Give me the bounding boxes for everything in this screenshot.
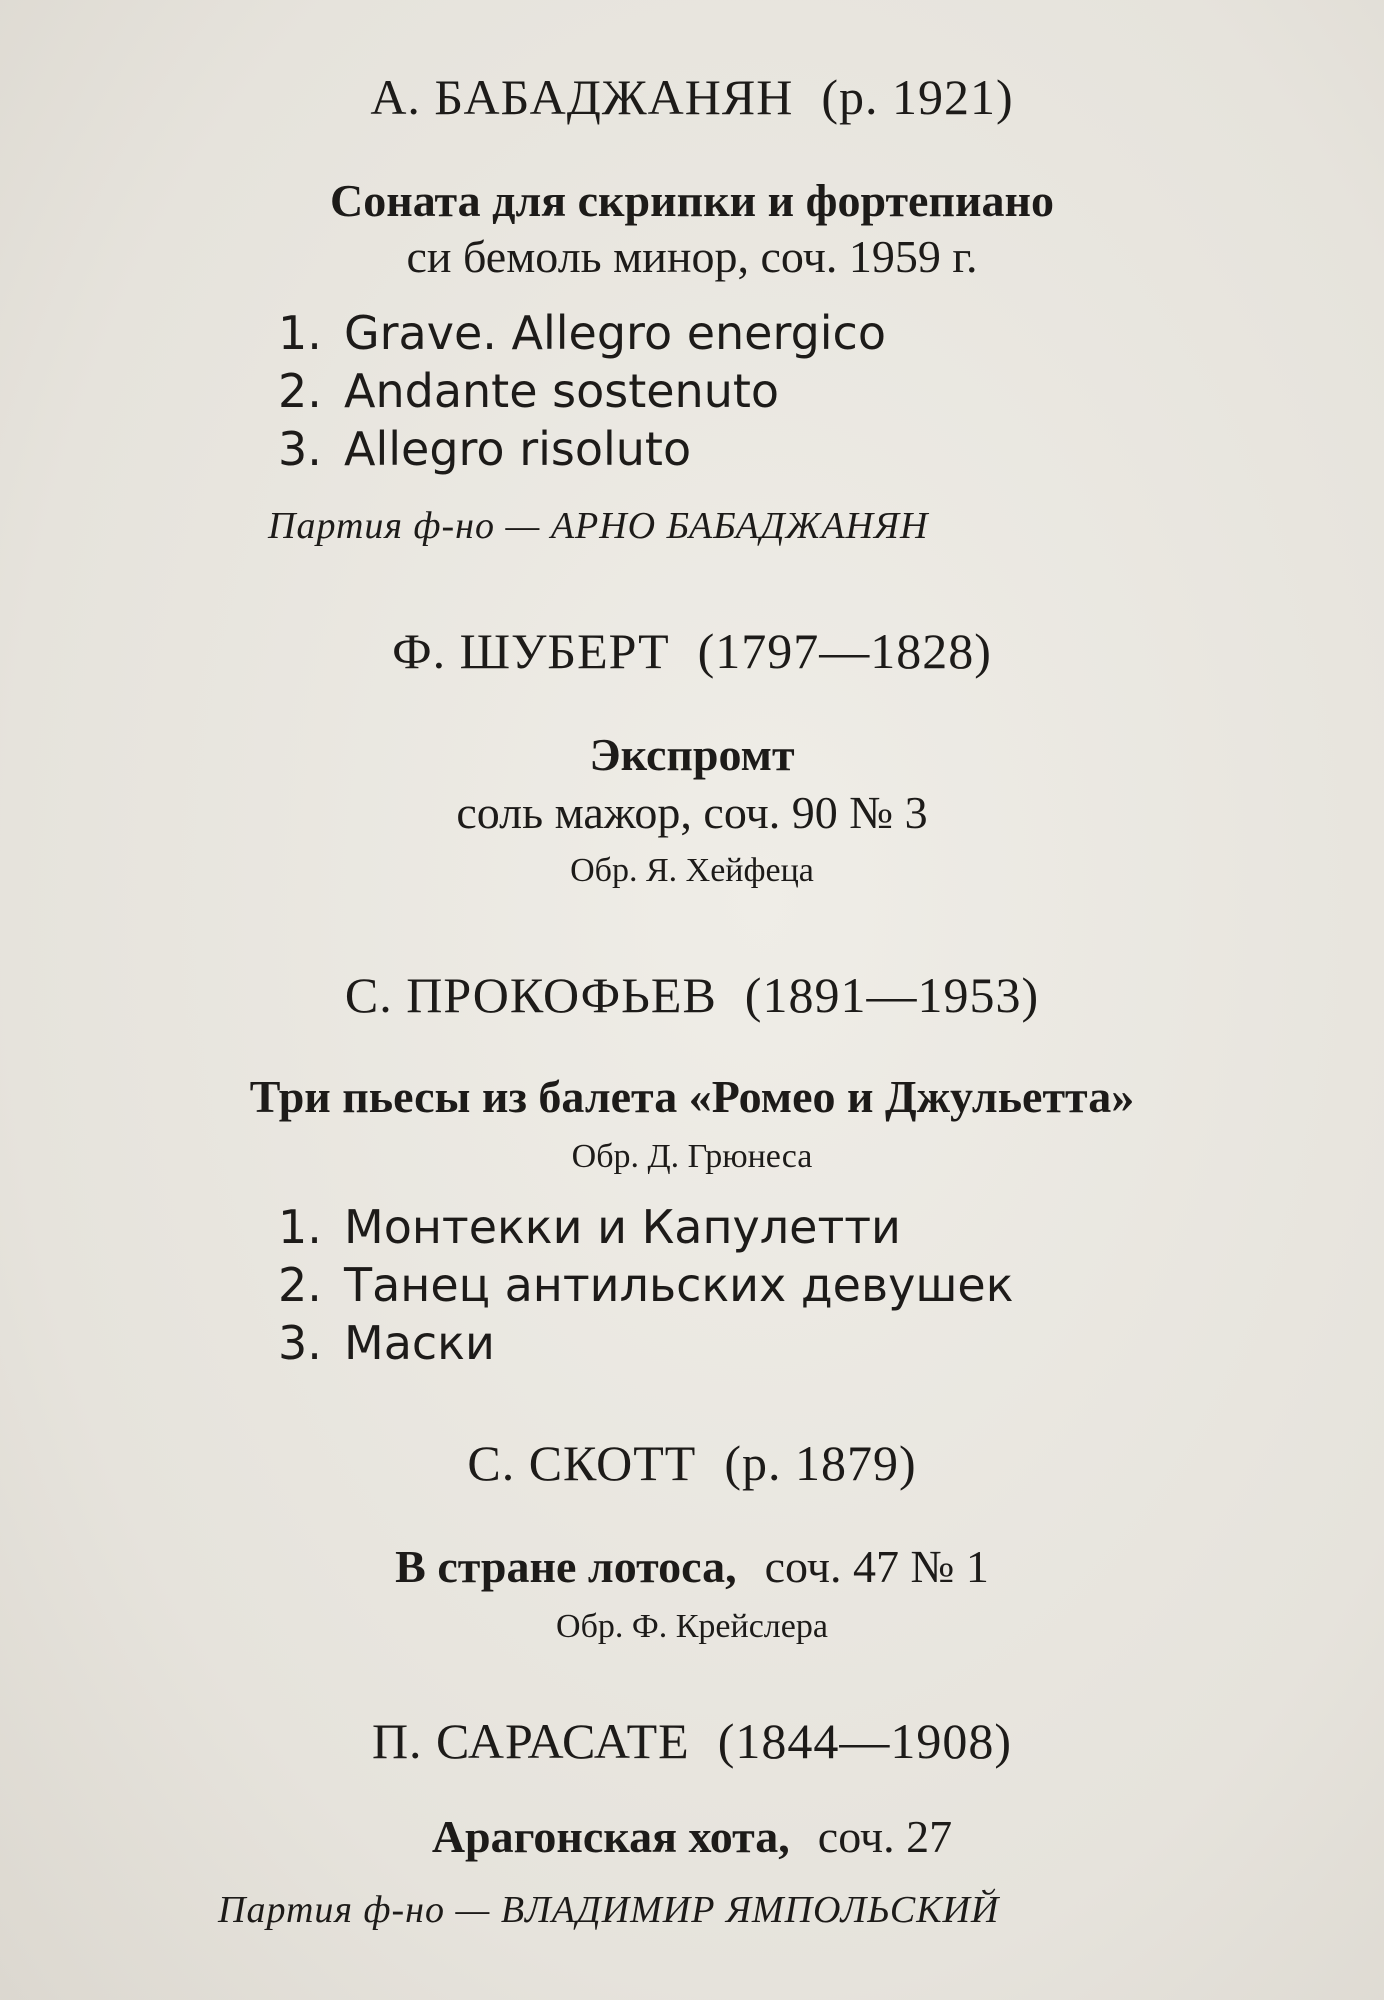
work-title-line: [0, 1540, 1384, 1593]
movement-number: 2.: [278, 364, 322, 418]
movement-item: [278, 1258, 1014, 1312]
movement-item: [278, 364, 779, 418]
composer-name: П. САРАСАТЕ: [371, 1713, 690, 1769]
work-opus: соч. 27: [817, 1811, 953, 1862]
work-title: Три пьесы из балета «Ромео и Джульетта»: [249, 1071, 1135, 1122]
composer-heading: [0, 622, 1384, 680]
composer-name: Ф. ШУБЕРТ: [392, 623, 670, 679]
performer-credit: Партия ф-но — АРНО БАБАДЖАНЯН: [268, 505, 929, 547]
movement-name: Танец антильских девушек: [344, 1258, 1014, 1312]
movement-item: [278, 1316, 495, 1370]
performer-credit: Партия ф-но — ВЛАДИМИР ЯМПОЛЬСКИЙ: [218, 1889, 1000, 1931]
work-title: В стране лотоса,: [395, 1541, 737, 1592]
arrangement-credit: Обр. Я. Хейфеца: [570, 852, 814, 889]
movement-name: Allegro risoluto: [344, 422, 692, 476]
movement-number: 3.: [278, 1316, 322, 1370]
composer-heading: [0, 1434, 1384, 1492]
movement-number: 1.: [278, 306, 322, 360]
movement-item: [278, 422, 691, 476]
work-title: Экспромт: [589, 729, 795, 780]
movement-item: [278, 306, 886, 360]
movement-number: 3.: [278, 422, 322, 476]
composer-heading: [0, 1712, 1384, 1770]
movement-item: [278, 1200, 901, 1254]
composer-dates: (1891—1953): [744, 967, 1040, 1023]
movement-name: Маски: [344, 1316, 495, 1370]
movement-number: 2.: [278, 1258, 322, 1312]
arrangement-credit: Обр. Д. Грюнеса: [571, 1138, 813, 1175]
movement-name: Andante sostenuto: [344, 364, 780, 418]
work-subtitle: соль мажор, соч. 90 № 3: [456, 787, 928, 838]
composer-heading: [0, 68, 1384, 126]
work-opus: соч. 47 № 1: [764, 1541, 989, 1592]
work-title: Соната для скрипки и фортепиано: [329, 175, 1054, 226]
composer-dates: (1797—1828): [697, 623, 992, 679]
composer-name: А. БАБАДЖАНЯН: [370, 69, 794, 125]
movement-name: Grave. Allegro energico: [344, 306, 886, 360]
movement-name: Монтекки и Капулетти: [344, 1200, 901, 1254]
composer-dates: (р. 1921): [821, 69, 1014, 125]
arrangement-credit: Обр. Ф. Крейслера: [556, 1608, 828, 1645]
composer-heading: [0, 966, 1384, 1024]
work-title-line: [0, 1810, 1384, 1863]
composer-name: С. СКОТТ: [467, 1435, 697, 1491]
movement-number: 1.: [278, 1200, 322, 1254]
composer-dates: (р. 1879): [724, 1435, 917, 1491]
composer-dates: (1844—1908): [717, 1713, 1013, 1769]
work-title: Арагонская хота,: [431, 1811, 790, 1862]
composer-name: С. ПРОКОФЬЕВ: [344, 967, 717, 1023]
work-subtitle: си бемоль минор, соч. 1959 г.: [406, 231, 978, 282]
